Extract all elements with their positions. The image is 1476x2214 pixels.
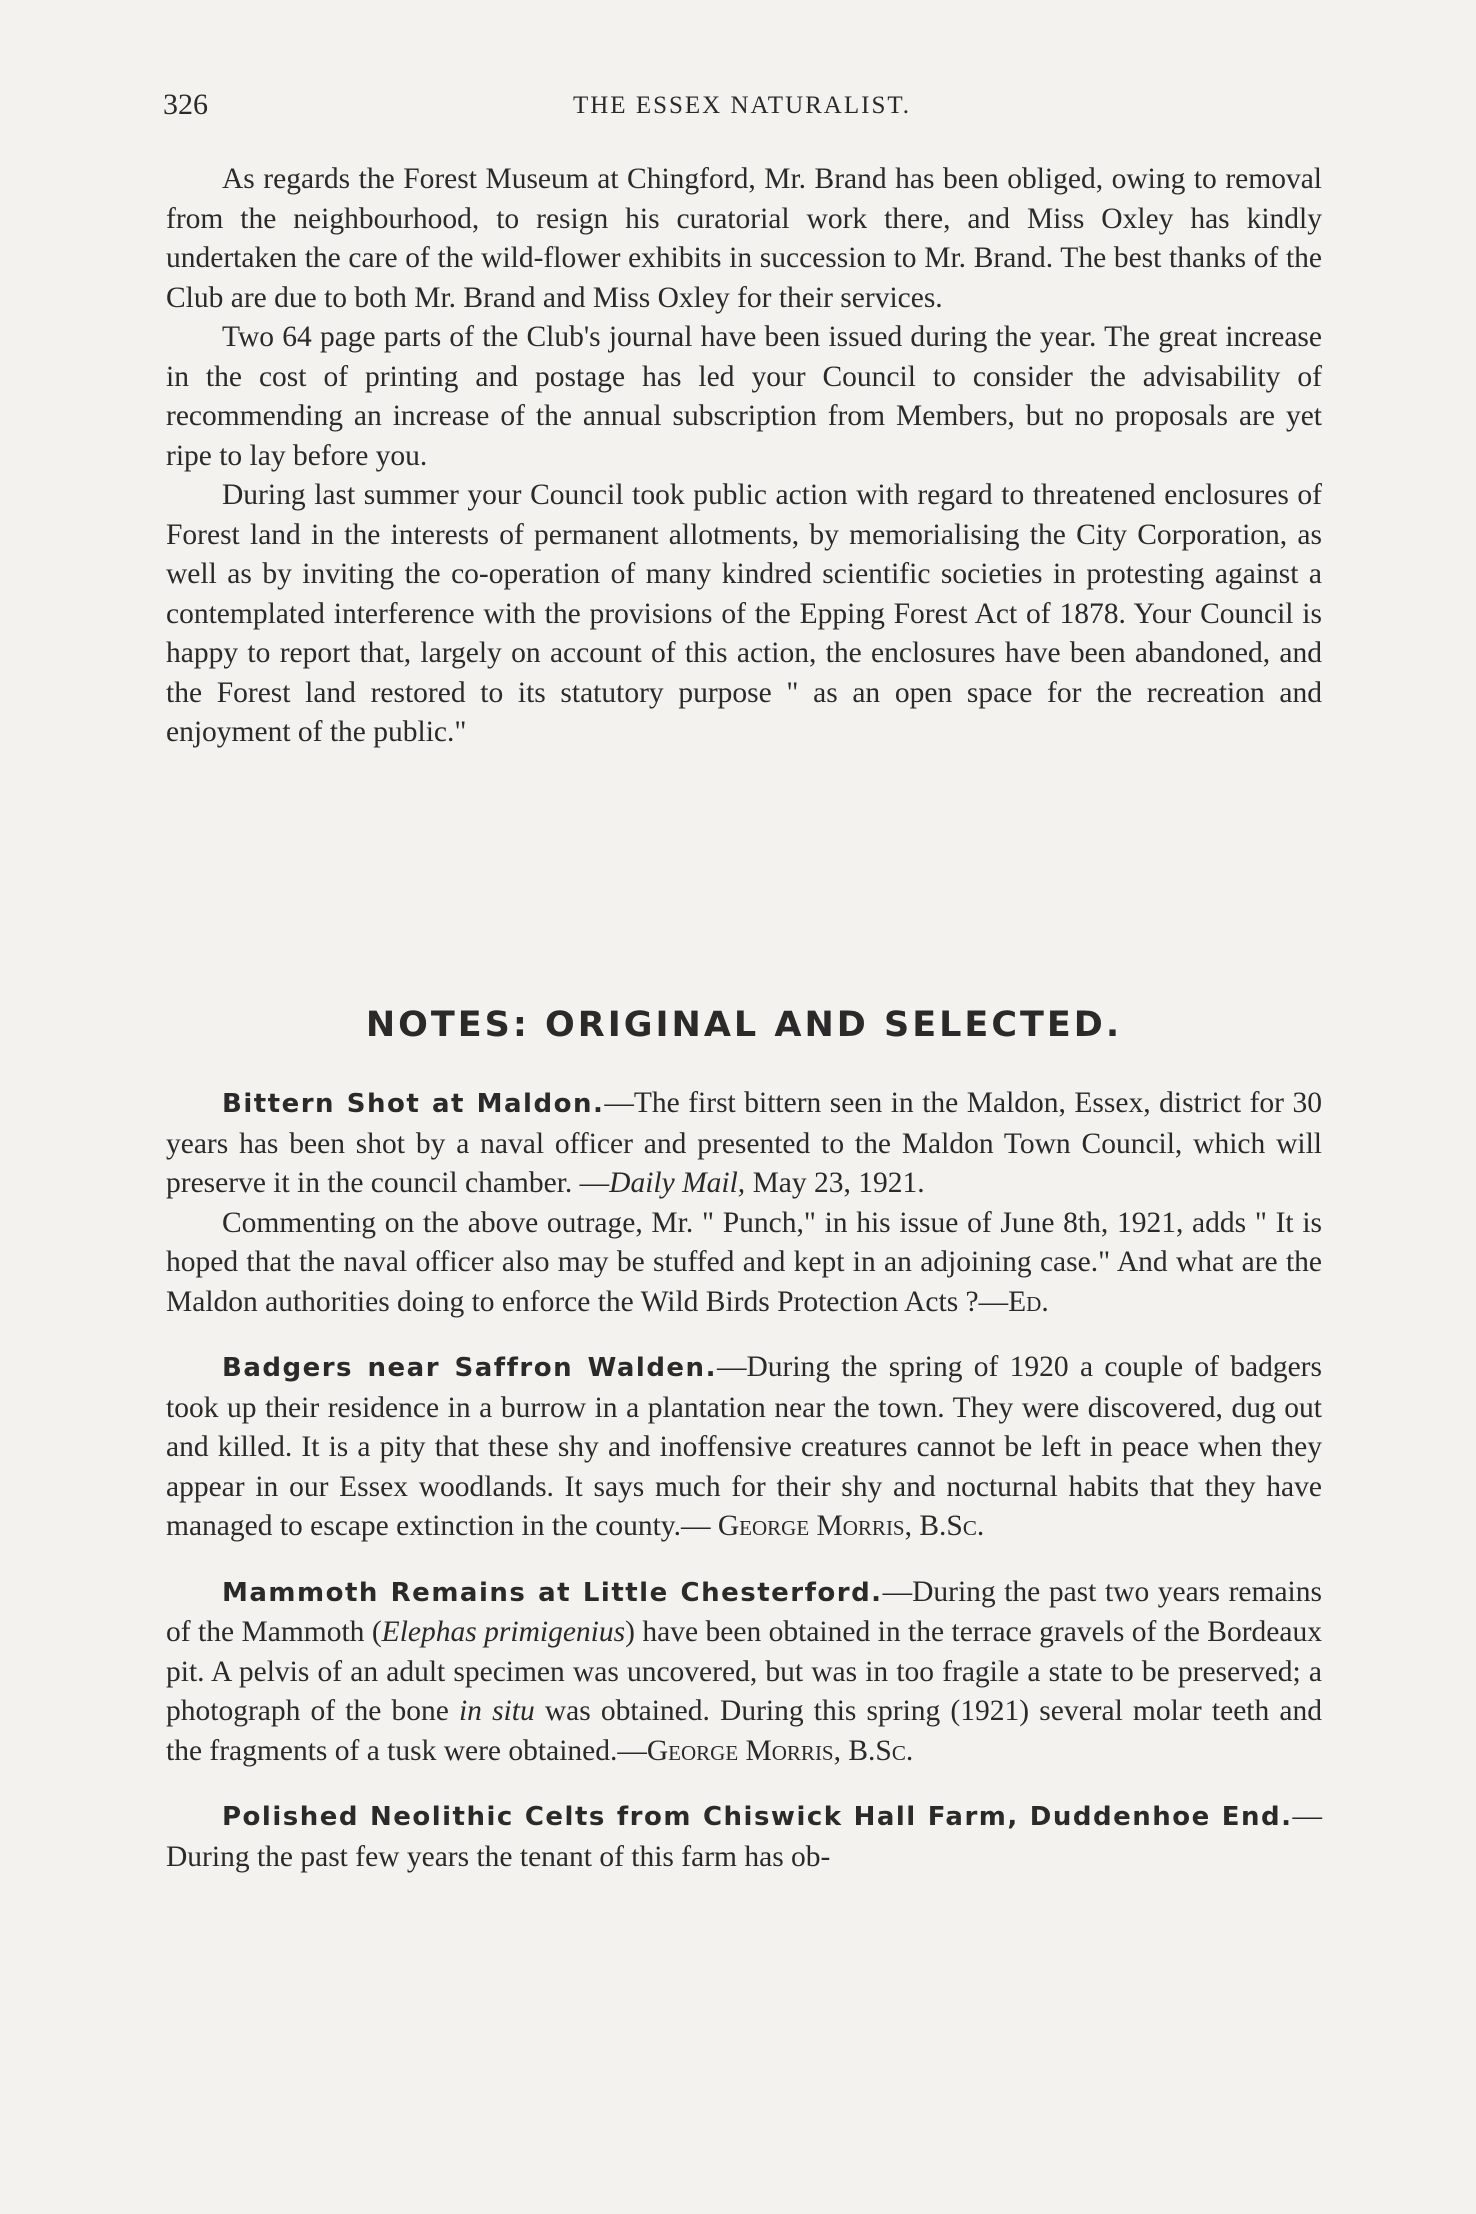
note-title: Bittern Shot at Maldon.	[222, 1089, 605, 1119]
note-title: Mammoth Remains at Little Chesterford.	[222, 1577, 883, 1608]
note-celts	[166, 1797, 1322, 1877]
note-comment	[166, 1204, 1322, 1323]
report-paragraph: Two 64 page parts of the Club's journal have been issued during the year. The great increase in the cost of printing and postage has led your Council to consider the advisability of recommending an increase of the annual subscription from Members, but no proposals are yet ripe to lay before you.	[166, 321, 1322, 472]
page-number: 326	[163, 88, 208, 121]
section-title: NOTES: ORIGINAL AND SELECTED.	[365, 1005, 1123, 1045]
notes-section	[166, 1084, 1322, 1877]
note-text: was obtained. During this spring (1921) several molar teeth and the fragments of a tusk were obtained.—	[166, 1695, 1322, 1767]
note-title: Badgers near Saffron Walden.	[222, 1353, 717, 1383]
note-date: May 23, 1921.	[745, 1167, 925, 1199]
council-report	[166, 160, 1322, 753]
note-author: George Morris, B.Sc.	[717, 1510, 985, 1542]
note-text: —During the past few years the tenant of this farm has ob-	[166, 1800, 1322, 1873]
page-header	[163, 88, 1321, 128]
note-text: —During the past two years remains of the Mammoth (	[166, 1575, 1322, 1648]
latin-term: in situ	[458, 1695, 535, 1727]
note-mammoth	[166, 1573, 1322, 1772]
comment-text: Commenting on the above outrage, Mr. " Punch," in his issue of June 8th, 1921, adds " It is hoped that the naval officer also may be stuffed and kept in an adjoining case." And what are the Maldon authorities doing to enforce the Wild Birds Protection Acts ?—	[166, 1206, 1322, 1318]
editor-sign: Ed.	[1008, 1285, 1049, 1318]
note-text: —The first bittern seen in the Maldon, Essex, district for 30 years has been shot by a naval officer and presented to the Maldon Town Council, which will preserve it in the council chamber. —	[166, 1087, 1322, 1199]
note-author: George Morris, B.Sc.	[646, 1734, 914, 1767]
report-paragraph: As regards the Forest Museum at Chingford, Mr. Brand has been obliged, owing to removal from the neighbourhood, to resign his curatorial work there, and Miss Oxley has kindly undertaken the care of the wild-flower exhibits in succession to Mr. Brand. The best thanks of the Club are due to both Mr. Brand and Miss Oxley for their services.	[166, 163, 1322, 314]
note-title: Polished Neolithic Celts from Chiswick Hall Farm, Duddenhoe End.	[222, 1802, 1293, 1832]
species-name: Elephas primigenius	[381, 1616, 626, 1648]
note-text: —During the spring of 1920 a couple of badgers took up their residence in a burrow in a plantation near the town. They were discovered, dug out and killed. It is a pity that these shy and inoffensive creatures cannot be left in peace when they appear in our Essex woodlands. It says much for their shy and nocturnal habits that they have managed to escape extinction in the county.—	[166, 1351, 1322, 1542]
note-source: Daily Mail,	[609, 1167, 746, 1199]
note-badgers	[166, 1348, 1322, 1547]
note-bittern	[166, 1084, 1322, 1204]
running-title: THE ESSEX NATURALIST.	[572, 92, 912, 119]
report-paragraph: During last summer your Council took public action with regard to threatened enclosures of Forest land in the interests of permanent allotments, by memorialising the City Corporation, as well as by inviting the co-operation of many kindred scientific societies in protesting against a contemplated interference with the provisions of the Epping Forest Act of 1878. Your Council is happy to report that, largely on account of this action, the enclosures have been abandoned, and the Forest land restored to its statutory purpose " as an open space for the recreation and enjoyment of the public."	[166, 479, 1322, 748]
note-text: ) have been obtained in the terrace gravels of the Bordeaux pit. A pelvis of an adult specimen was uncovered, but was in too fragile a state to be preserved; a photograph of the bone	[166, 1616, 1322, 1727]
